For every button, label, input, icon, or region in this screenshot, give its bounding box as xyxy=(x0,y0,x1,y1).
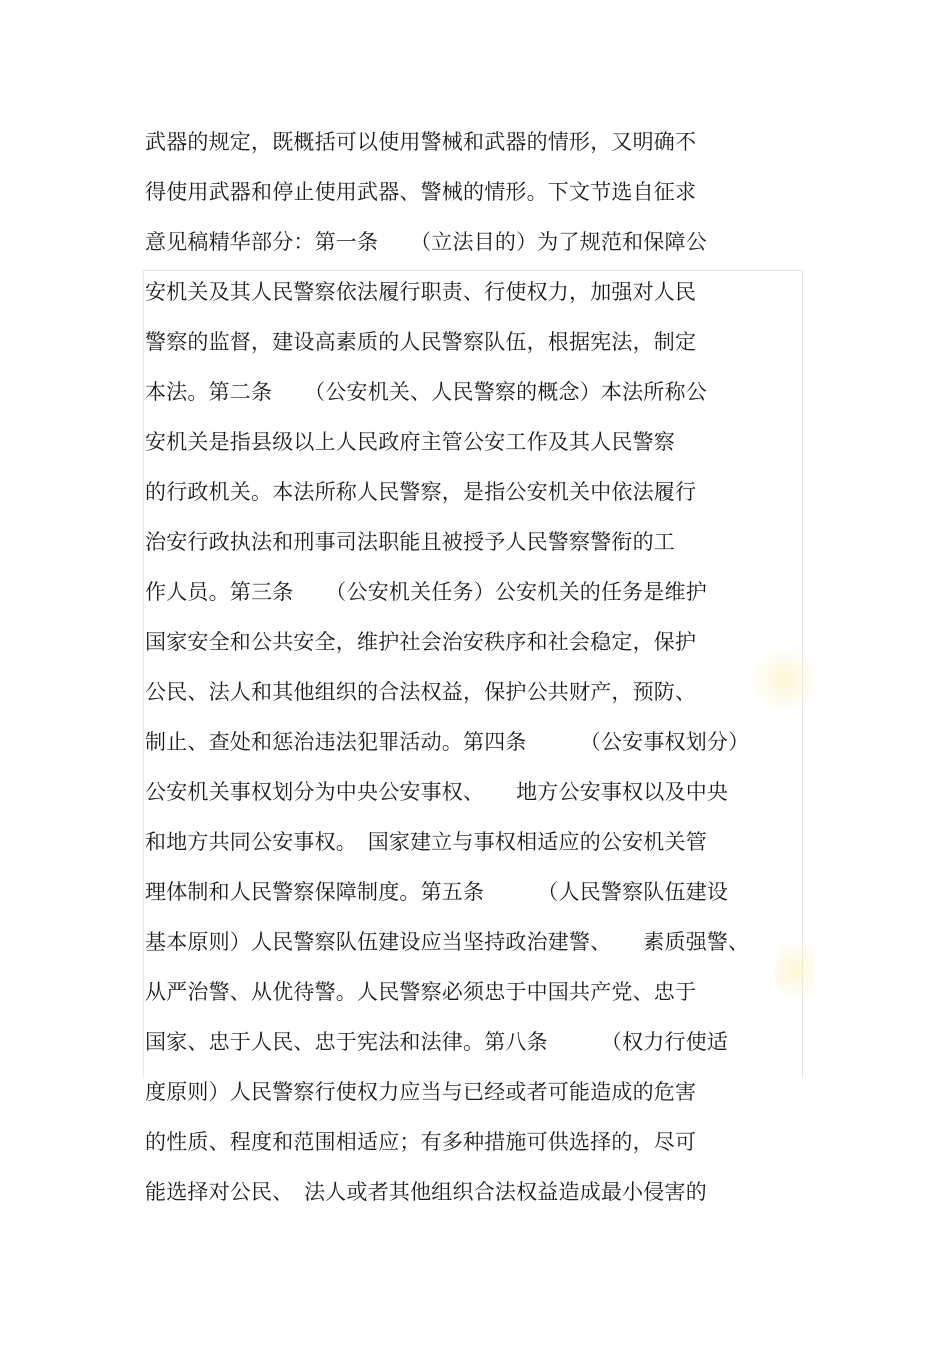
text-line: 安机关及其人民警察依法履行职责、行使权力，加强对人民 xyxy=(145,280,697,304)
text-line: 治安行政执法和刑事司法职能且被授予人民警察警衔的工 xyxy=(145,530,675,554)
text-line: 从严治警、从优待警。人民警察必须忠于中国共产党、忠于 xyxy=(145,980,697,1004)
text-line: 国家、忠于人民、忠于宪法和法律。第八条 （权力行使适 xyxy=(145,1030,729,1054)
text-line: 的行政机关。本法所称人民警察，是指公安机关中依法履行 xyxy=(145,480,697,504)
text-line: 作人员。第三条 （公安机关任务）公安机关的任务是维护 xyxy=(145,580,707,604)
text-line: 和地方共同公安事权。 国家建立与事权相适应的公安机关管 xyxy=(145,830,707,854)
text-line: 公安机关事权划分为中央公安事权、 地方公安事权以及中央 xyxy=(145,780,729,804)
text-line: 得使用武器和停止使用武器、警械的情形。下文节选自征求 xyxy=(145,180,697,204)
text-line: 国家安全和公共安全，维护社会治安秩序和社会稳定，保护 xyxy=(145,630,697,654)
text-line: 武器的规定，既概括可以使用警械和武器的情形，又明确不 xyxy=(145,130,697,154)
faint-watermark xyxy=(775,930,815,1010)
text-line: 意见稿精华部分：第一条 （立法目的）为了规范和保障公 xyxy=(145,230,707,254)
text-line: 本法。第二条 （公安机关、人民警察的概念）本法所称公 xyxy=(145,380,707,404)
text-line: 基本原则）人民警察队伍建设应当坚持政治建警、 素质强警、 xyxy=(145,930,750,954)
faint-watermark xyxy=(755,640,815,720)
text-line: 的性质、程度和范围相适应；有多种措施可供选择的，尽可 xyxy=(145,1130,697,1154)
text-line: 警察的监督，建设高素质的人民警察队伍，根据宪法，制定 xyxy=(145,330,697,354)
text-line: 公民、法人和其他组织的合法权益，保护公共财产，预防、 xyxy=(145,680,697,704)
text-line: 安机关是指县级以上人民政府主管公安工作及其人民警察 xyxy=(145,430,675,454)
text-line: 理体制和人民警察保障制度。第五条 （人民警察队伍建设 xyxy=(145,880,729,904)
text-line: 制止、查处和惩治违法犯罪活动。第四条 （公安事权划分） xyxy=(145,730,750,754)
text-line: 能选择对公民、 法人或者其他组织合法权益造成最小侵害的 xyxy=(145,1180,707,1204)
text-line: 度原则）人民警察行使权力应当与已经或者可能造成的危害 xyxy=(145,1080,697,1104)
